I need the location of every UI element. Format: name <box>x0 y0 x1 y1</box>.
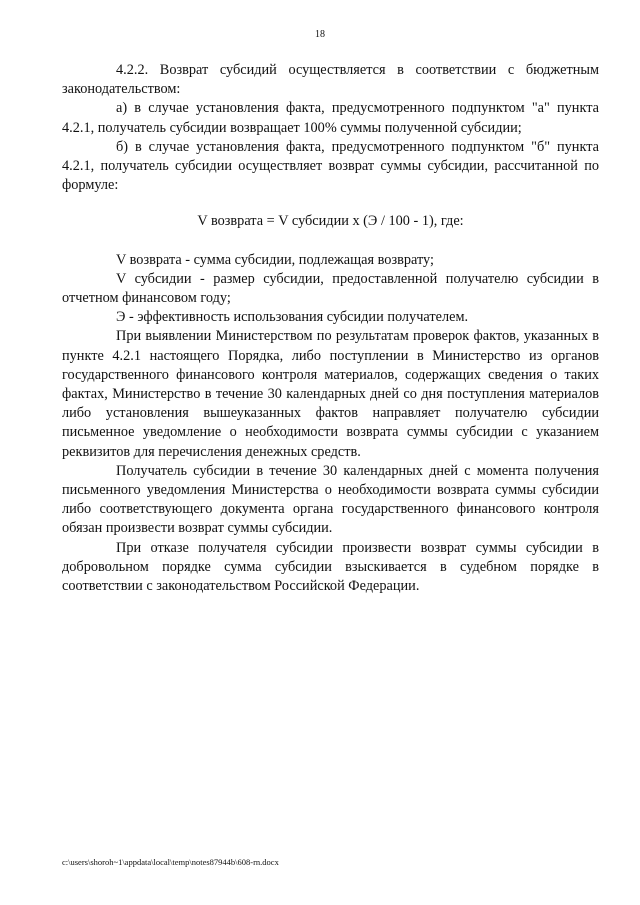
paragraph-recipient-return: Получатель субсидии в течение 30 календарных дней с момента получения письменного уведомления Министерства о необходимости возврата суммы субсидии либо соответствующего документа органа государственного финансового контроля обязан произвести возврат суммы субсидии. <box>62 462 599 537</box>
definition-v-return: V возврата - сумма субсидии, подлежащая возврату; <box>116 251 434 268</box>
formula: V возврата = V субсидии x (Э / 100 - 1), где: <box>197 213 464 230</box>
page-number: 18 <box>315 29 325 40</box>
paragraph-4-2-2: 4.2.2. Возврат субсидий осуществляется в соответствии с бюджетным законодательством: <box>62 62 599 98</box>
definition-efficiency: Э - эффективность использования субсидии получателем. <box>116 309 469 326</box>
document-body <box>62 61 599 596</box>
paragraph-subitem-b: б) в случае установления факта, предусмотренного подпунктом "б" пункта 4.2.1, получатель субсидии осуществляет возврат суммы субсидии, рассчитанной по формуле: <box>62 138 599 194</box>
paragraph-ministry-notice: При выявлении Министерством по результатам проверок фактов, указанных в пункте 4.2.1 настоящего Порядка, либо поступлении в Министерство из органов государственного финансового контроля материалов, содержащих сведения о таких фактах, Министерство в течение 30 календарных дней со дня поступления материалов либо установления вышеуказанных фактов направляет получателю субсидии письменное уведомление о необходимости возврата суммы субсидии с указанием реквизитов для перечисления денежных средств. <box>62 328 599 460</box>
footer-file-path: c:\users\shoroh~1\appdata\local\temp\notes87944b\608-rn.docx <box>62 857 279 867</box>
paragraph-court-recovery: При отказе получателя субсидии произвести возврат суммы субсидии в добровольном порядке сумма субсидии взыскивается в судебном порядке в соответствии с законодательством Российской Федерации. <box>62 539 599 595</box>
paragraph-subitem-a: а) в случае установления факта, предусмотренного подпунктом "а" пункта 4.2.1, получатель субсидии возвращает 100% суммы полученной субсидии; <box>62 100 599 136</box>
definition-v-subsidy: V субсидии - размер субсидии, предоставленной получателю субсидии в отчетном финансовом году; <box>62 270 599 307</box>
